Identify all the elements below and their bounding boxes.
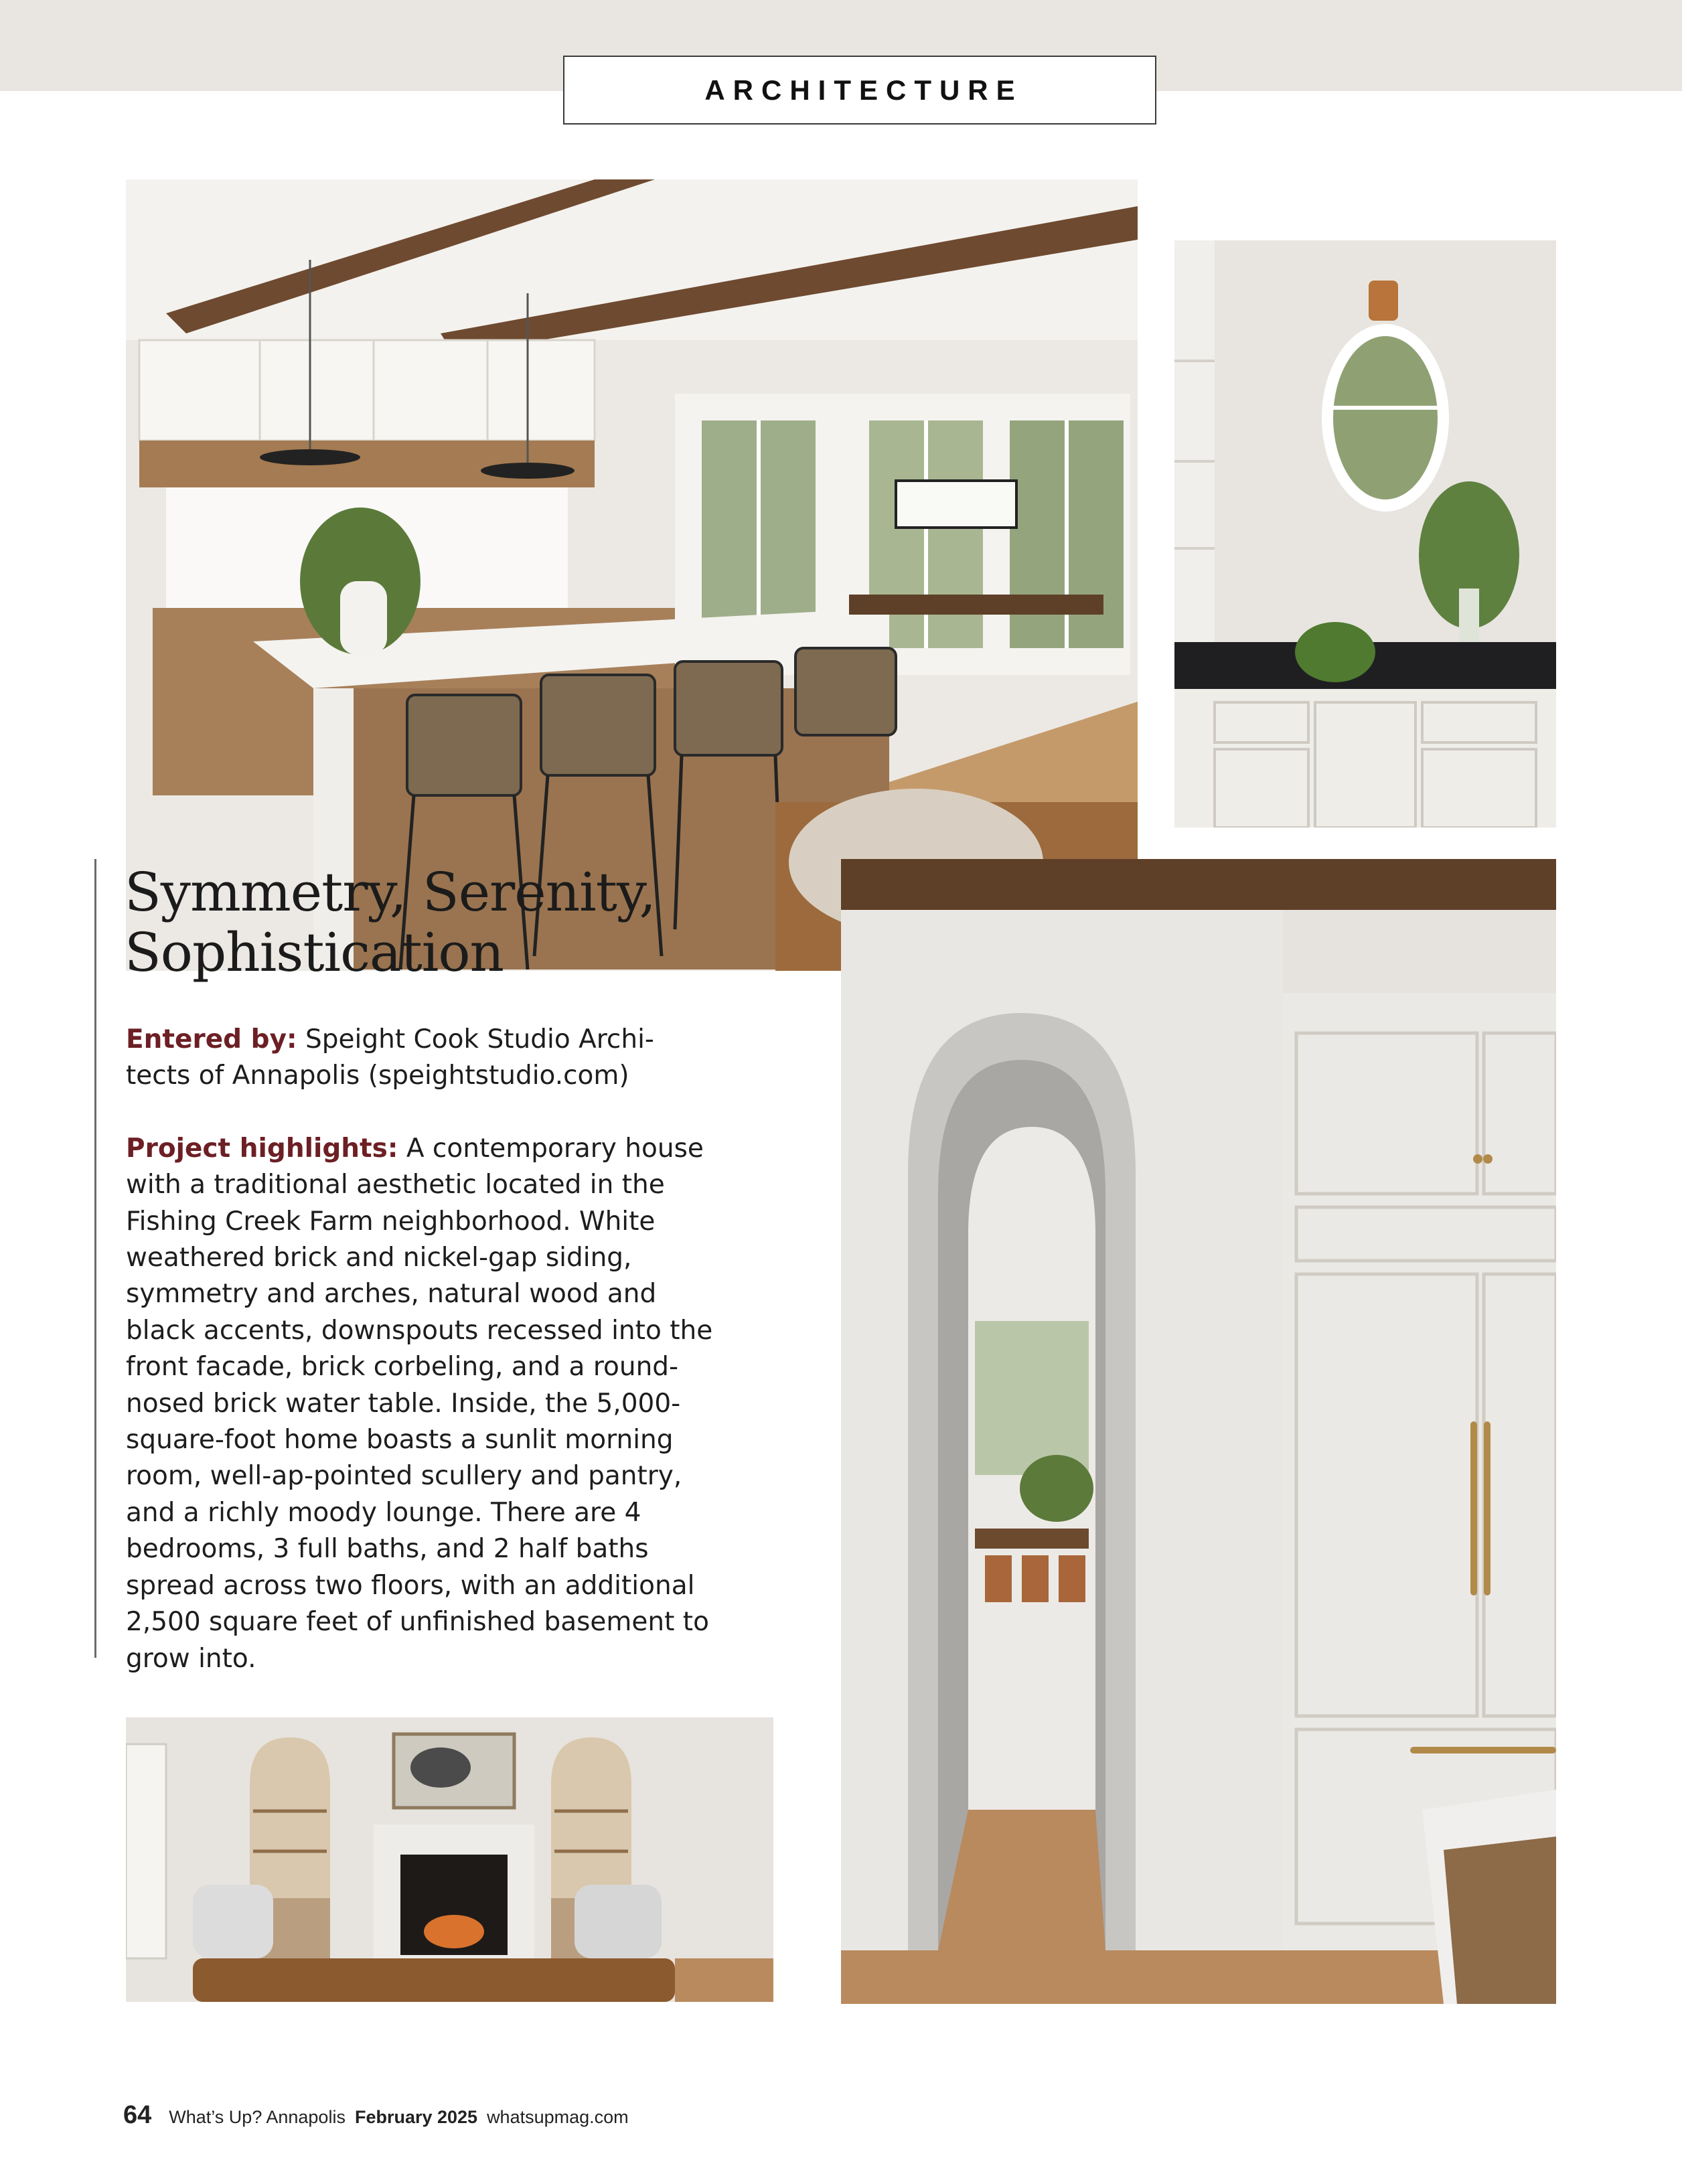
publication-name: What’s Up? Annapolis	[169, 2107, 346, 2127]
entered-by-text: Speight Cook Studio Archi-tects of Annapolis (speightstudio.com)	[126, 1024, 654, 1091]
page-number: 64	[123, 2101, 152, 2129]
kitchen-photo	[126, 179, 1138, 971]
highlights-text: A contemporary house with a traditional aesthetic located in the Fishing Creek Farm neighborhood. White weathered brick and nickel-gap siding, symmetry and arches, natural wood and black accents, downspouts recessed into the front facade, brick corbeling, and a round-nosed brick water table. Inside, the 5,000-square-foot home boasts a sunlit morning room, well-ap-pointed scullery and pantry, and a richly moody lounge. There are 4 bedrooms, 3 full baths, and 2 half baths spread across two floors, with an additional 2,500 square feet of unfinished basement to grow into.	[126, 1133, 713, 1674]
article-body	[126, 1022, 715, 1713]
headline-line-2: Sophistication	[125, 921, 504, 984]
page-footer	[123, 2101, 629, 2134]
text-column-rule	[94, 859, 96, 1658]
section-header	[563, 56, 1156, 125]
issue-date: February 2025	[354, 2107, 478, 2127]
highlights-paragraph	[126, 1131, 715, 1677]
arched-hallway-photo	[841, 859, 1556, 2004]
article-headline	[125, 862, 767, 983]
section-label: ARCHITECTURE	[704, 74, 1023, 106]
entered-by-label: Entered by:	[126, 1024, 297, 1055]
highlights-label: Project highlights:	[126, 1133, 398, 1164]
headline-line-1: Symmetry, Serenity,	[125, 861, 656, 923]
website-link[interactable]: whatsupmag.com	[487, 2107, 629, 2127]
entered-by-paragraph	[126, 1022, 715, 1095]
scullery-photo	[1174, 240, 1556, 828]
lounge-photo	[126, 1717, 773, 2002]
